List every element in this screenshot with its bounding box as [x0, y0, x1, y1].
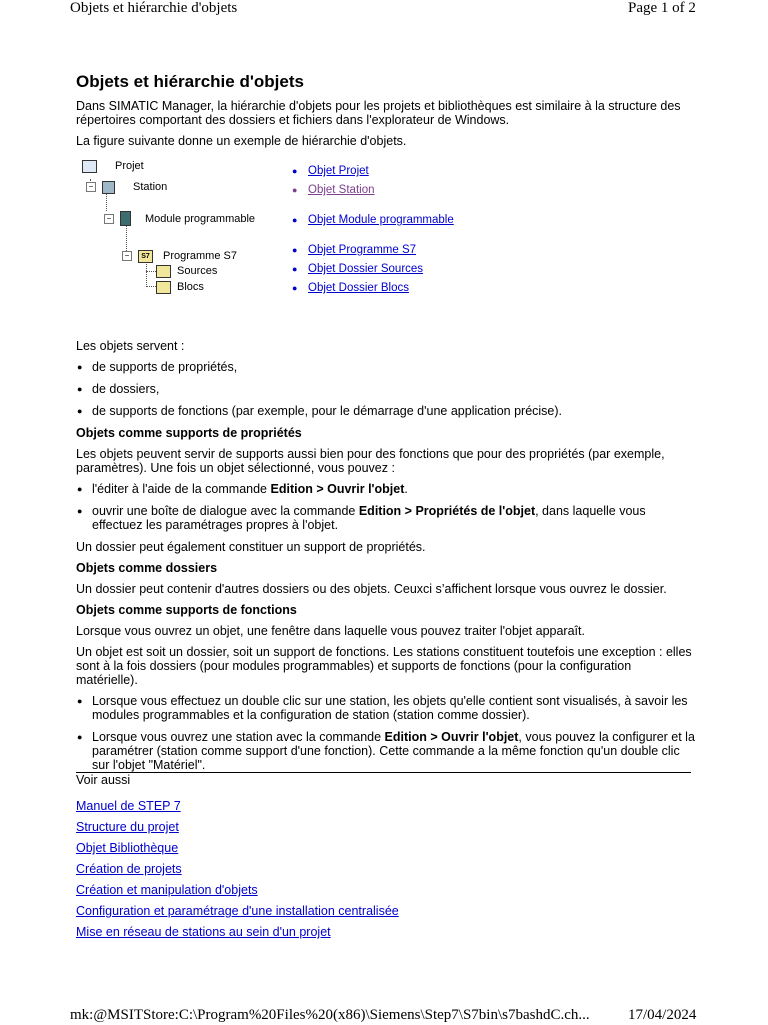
- see-also-link[interactable]: Mise en réseau de stations au sein d'un projet: [76, 925, 331, 939]
- see-also-link[interactable]: Objet Bibliothèque: [76, 841, 179, 855]
- print-footer-path: mk:@MSITStore:C:\Program%20Files%20(x86)\Siemens\Step7\S7bin\s7bashdC.ch...: [70, 1007, 590, 1023]
- section-heading-folders: Objets comme dossiers: [76, 561, 218, 575]
- section-paragraph: Les objets peuvent servir de supports aussi bien pour des fonctions que pour des propriétés (par exemple, paramètres). Une fois un objet sélectionné, vous pouvez :: [76, 447, 665, 475]
- blocks-folder-icon: [156, 281, 171, 294]
- list-item: ● de dossiers,: [76, 382, 696, 396]
- list-item: ● Lorsque vous effectuez un double clic sur une station, les objets qu'elle contient sont visualisés, à savoir les modules programmables et la configuration de station (station comme dossier).: [76, 694, 696, 722]
- tree-node-projet[interactable]: Projet: [82, 159, 144, 173]
- see-also-label: Voir aussi: [76, 773, 131, 787]
- list-item: ● Lorsque vous ouvrez une station avec la commande Edition > Ouvrir l'objet, vous pouvez la configurer et la paramétrer (station comme support d'une fonction). Cette commande a la même fonction qu'un double clic sur l'objet "Matériel".: [76, 730, 696, 772]
- tree-node-blocs[interactable]: Blocs: [156, 280, 204, 294]
- tree-node-sources[interactable]: Sources: [156, 264, 217, 278]
- intro-figure-caption: La figure suivante donne un exemple de hiérarchie d'objets.: [76, 134, 407, 148]
- link-objet-module[interactable]: ● Objet Module programmable: [308, 213, 454, 227]
- document-body: [76, 72, 696, 946]
- functions-list: [76, 694, 696, 772]
- sources-folder-icon: [156, 265, 171, 278]
- print-header-page: Page 1 of 2: [628, 0, 696, 16]
- link-objet-dossier-blocs[interactable]: ● Objet Dossier Blocs: [308, 281, 409, 295]
- program-s7-icon: S7: [138, 250, 153, 263]
- section-paragraph: Lorsque vous ouvrez un objet, une fenêtre dans laquelle vous pouvez traiter l'objet apparaît.: [76, 624, 585, 638]
- hierarchy-figure: [76, 155, 696, 333]
- link-objet-station[interactable]: ● Objet Station: [308, 183, 374, 197]
- collapse-icon[interactable]: −: [86, 182, 96, 192]
- list-item: ● l'éditer à l'aide de la commande Edition > Ouvrir l'objet.: [76, 482, 696, 496]
- see-also-link[interactable]: Création et manipulation d'objets: [76, 883, 258, 897]
- station-icon: [102, 181, 115, 194]
- collapse-icon[interactable]: −: [104, 214, 114, 224]
- print-footer-date: 17/04/2024: [628, 1007, 697, 1023]
- see-also-link[interactable]: Structure du projet: [76, 820, 179, 834]
- section-paragraph: Un dossier peut également constituer un support de propriétés.: [76, 540, 426, 554]
- serve-list: [76, 360, 696, 418]
- section-paragraph: Un objet est soit un dossier, soit un support de fonctions. Les stations constituent toutefois une exception : elles sont à la fois dossiers (pour modules programmables) et supports de fonctions (pour la configuration matérielle).: [76, 645, 692, 687]
- project-icon: [82, 160, 97, 173]
- print-footer: [0, 1007, 768, 1025]
- list-item: ● de supports de propriétés,: [76, 360, 696, 374]
- tree-node-programme[interactable]: − S7 Programme S7: [122, 249, 237, 263]
- section-heading-functions: Objets comme supports de fonctions: [76, 603, 297, 617]
- print-header: [0, 0, 768, 20]
- tree-node-module[interactable]: − Module programmable: [104, 211, 255, 226]
- print-header-title: Objets et hiérarchie d'objets: [70, 0, 238, 16]
- see-also-link[interactable]: Manuel de STEP 7: [76, 799, 181, 813]
- collapse-icon[interactable]: −: [122, 251, 132, 261]
- list-item: ● de supports de fonctions (par exemple, pour le démarrage d'une application précise).: [76, 404, 696, 418]
- link-objet-programme[interactable]: ● Objet Programme S7: [308, 243, 416, 257]
- link-objet-projet[interactable]: ● Objet Projet: [308, 164, 369, 178]
- see-also-link[interactable]: Configuration et paramétrage d'une installation centralisée: [76, 904, 399, 918]
- intro-paragraph: Dans SIMATIC Manager, la hiérarchie d'objets pour les projets et bibliothèques est similaire à la structure des répertoires comportant des dossiers et fichiers dans l'explorateur de Windows.: [76, 99, 681, 127]
- list-item: ● ouvrir une boîte de dialogue avec la commande Edition > Propriétés de l'objet, dans laquelle vous effectuez les paramétrages propres à l'objet.: [76, 504, 696, 532]
- link-objet-dossier-sources[interactable]: ● Objet Dossier Sources: [308, 262, 423, 276]
- tree-node-station[interactable]: − Station: [86, 180, 167, 194]
- module-icon: [120, 211, 131, 226]
- page-title: Objets et hiérarchie d'objets: [76, 72, 304, 91]
- section-heading-properties: Objets comme supports de propriétés: [76, 426, 302, 440]
- see-also-links: [76, 799, 696, 939]
- serve-intro: Les objets servent :: [76, 339, 185, 353]
- properties-list: [76, 482, 696, 532]
- section-paragraph: Un dossier peut contenir d'autres dossiers ou des objets. Ceuxci s’affichent lorsque vous ouvrez le dossier.: [76, 582, 667, 596]
- see-also-link[interactable]: Création de projets: [76, 862, 182, 876]
